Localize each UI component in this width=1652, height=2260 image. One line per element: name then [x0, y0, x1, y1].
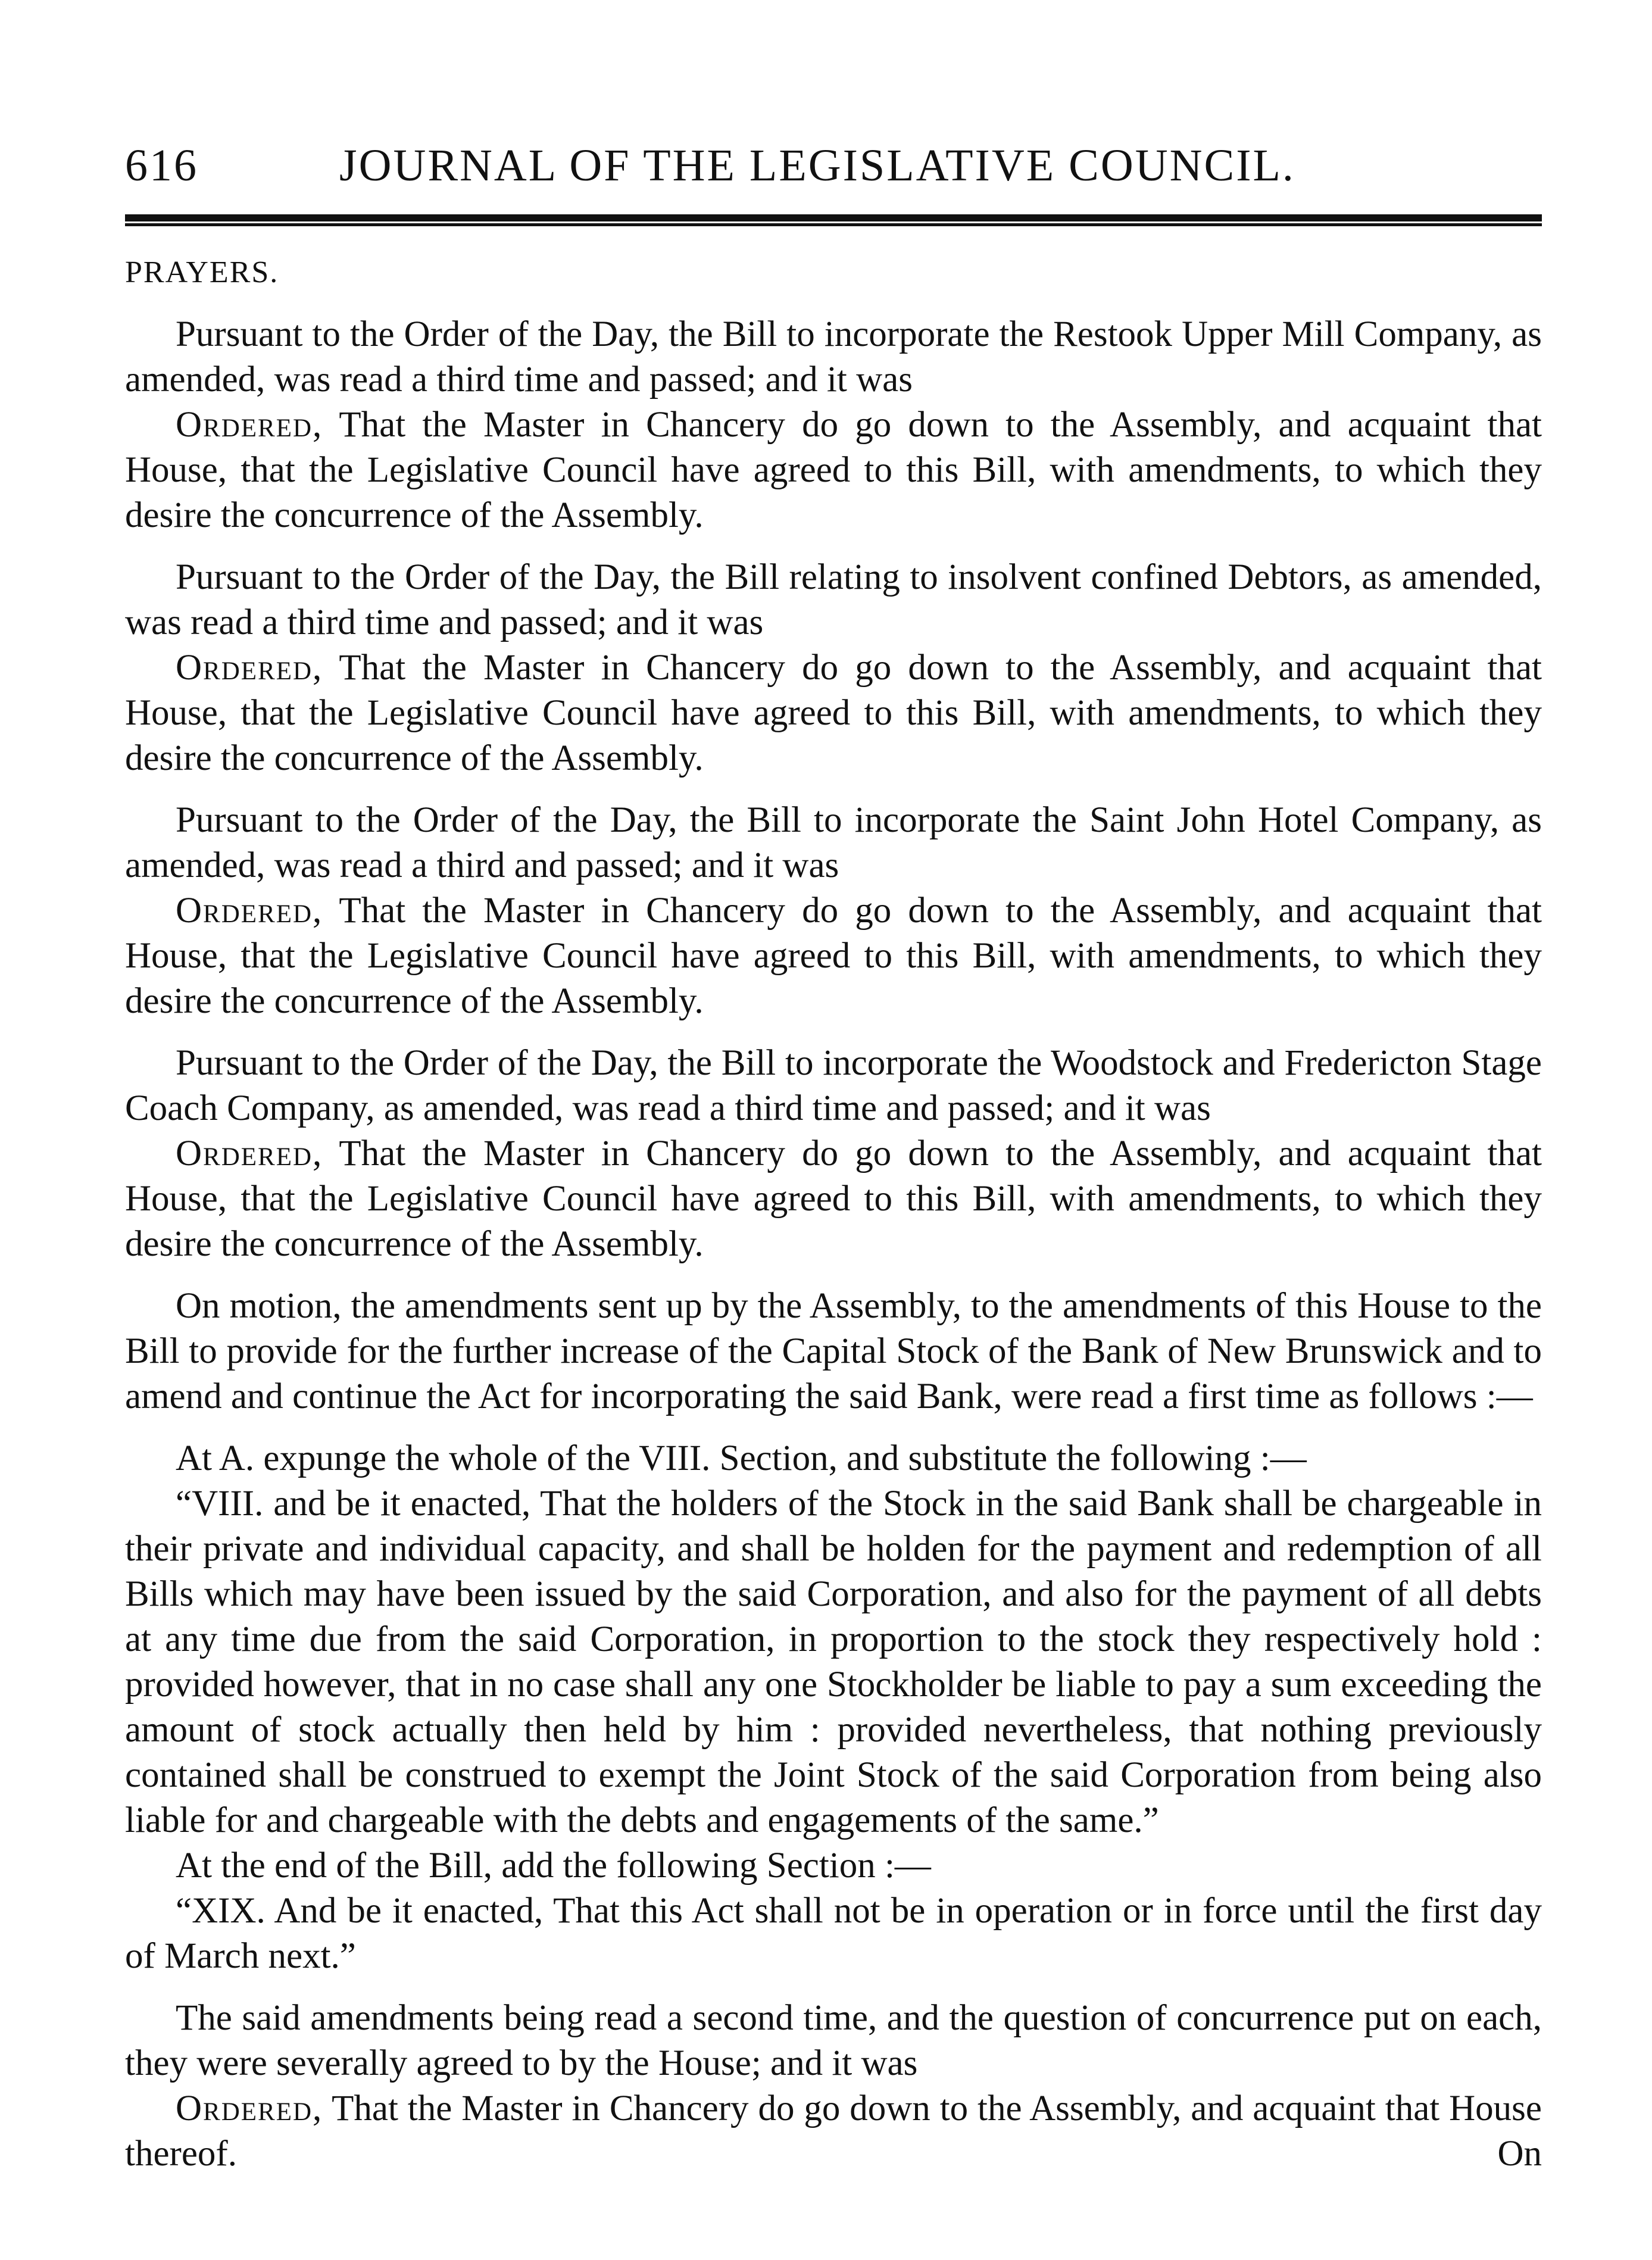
ordered-text: That the Master in Chancery do go down to the Assembly, and acquaint that House thereof. — [125, 2089, 1542, 2174]
prayers-heading: PRAYERS. — [125, 255, 279, 289]
ordered-bank — [125, 2086, 1542, 2177]
ordered-debtors — [125, 645, 1542, 781]
paragraph-restook-bill: Pursuant to the Order of the Day, the Bill to incorporate the Restook Upper Mill Company, as amended, was read a third time and passed; and it was — [125, 314, 1542, 399]
ordered-word: Ordered, — [176, 891, 323, 931]
paragraph-debtors-bill: Pursuant to the Order of the Day, the Bill relating to insolvent confined Debtors, as amended, was read a third time and passed; and it was — [125, 557, 1542, 642]
page-number: 616 — [125, 141, 198, 191]
ordered-word: Ordered, — [176, 648, 323, 688]
journal-page — [125, 140, 1542, 2174]
amendment-section-xix: “XIX. And be it enacted, That this Act shall not be in operation or in force until the first day of March next.” — [125, 1891, 1542, 1976]
page-header — [125, 140, 1542, 199]
paragraph-stage-coach-bill: Pursuant to the Order of the Day, the Bill to incorporate the Woodstock and Fredericton Stage Coach Company, as amended, was read a third time and passed; and it was — [125, 1043, 1542, 1128]
amendment-end-of-bill: At the end of the Bill, add the following Section :— — [176, 1846, 931, 1886]
ordered-word: Ordered, — [176, 2089, 323, 2128]
ordered-restook — [125, 402, 1542, 538]
amendment-section-viii: “VIII. and be it enacted, That the holders of the Stock in the said Bank shall be chargeable in their private and individual capacity, and shall be holden for the payment and redemption of all Bills which may have been issued by the said Corporation, and also for the payment of all debts at any time due from the said Corporation, in proportion to the stock they respectively hold : provided however, that in no case shall any one Stockholder be liable to pay a sum exceeding the amount of stock actually then held by him : provided nevertheless, that nothing previously contained shall be construed to exempt the Joint Stock of the said Corporation from being also liable for and chargeable with the debts and engagements of the same.” — [125, 1484, 1542, 1840]
ordered-text: That the Master in Chancery do go down to the Assembly, and acquaint that House, that the Legislative Council have agreed to this Bill, with amendments, to which they desire the concurrence of the Assembly. — [125, 648, 1542, 778]
ordered-text: That the Master in Chancery do go down to the Assembly, and acquaint that House, that the Legislative Council have agreed to this Bill, with amendments, to which they desire the concurrence of the Assembly. — [125, 1134, 1542, 1264]
ordered-word: Ordered, — [176, 405, 323, 445]
running-title: JOURNAL OF THE LEGISLATIVE COUNCIL. — [339, 141, 1295, 191]
paragraph-second-reading: The said amendments being read a second time, and the question of concurrence put on each, they were severally agreed to by the House; and it was — [125, 1998, 1542, 2083]
header-rule — [125, 214, 1542, 226]
catchword: On — [1497, 2134, 1542, 2174]
paragraph-bank-amendments: On motion, the amendments sent up by the Assembly, to the amendments of this House to the Bill to provide for the further increase of the Capital Stock of the Bank of New Brunswick and to amend and continue the Act for incorporating the said Bank, were read a first time as follows :— — [125, 1286, 1542, 1416]
paragraph-hotel-bill: Pursuant to the Order of the Day, the Bill to incorporate the Saint John Hotel Company, as amended, was read a third and passed; and it was — [125, 800, 1542, 885]
ordered-text: That the Master in Chancery do go down to the Assembly, and acquaint that House, that the Legislative Council have agreed to this Bill, with amendments, to which they desire the concurrence of the Assembly. — [125, 891, 1542, 1021]
ordered-stage-coach — [125, 1131, 1542, 1267]
ordered-word: Ordered, — [176, 1134, 323, 1173]
ordered-text: That the Master in Chancery do go down to the Assembly, and acquaint that House, that the Legislative Council have agreed to this Bill, with amendments, to which they desire the concurrence of the Assembly. — [125, 405, 1542, 535]
journal-body — [125, 250, 1542, 2177]
ordered-hotel — [125, 888, 1542, 1024]
amendment-a: At A. expunge the whole of the VIII. Section, and substitute the following :— — [176, 1438, 1307, 1478]
